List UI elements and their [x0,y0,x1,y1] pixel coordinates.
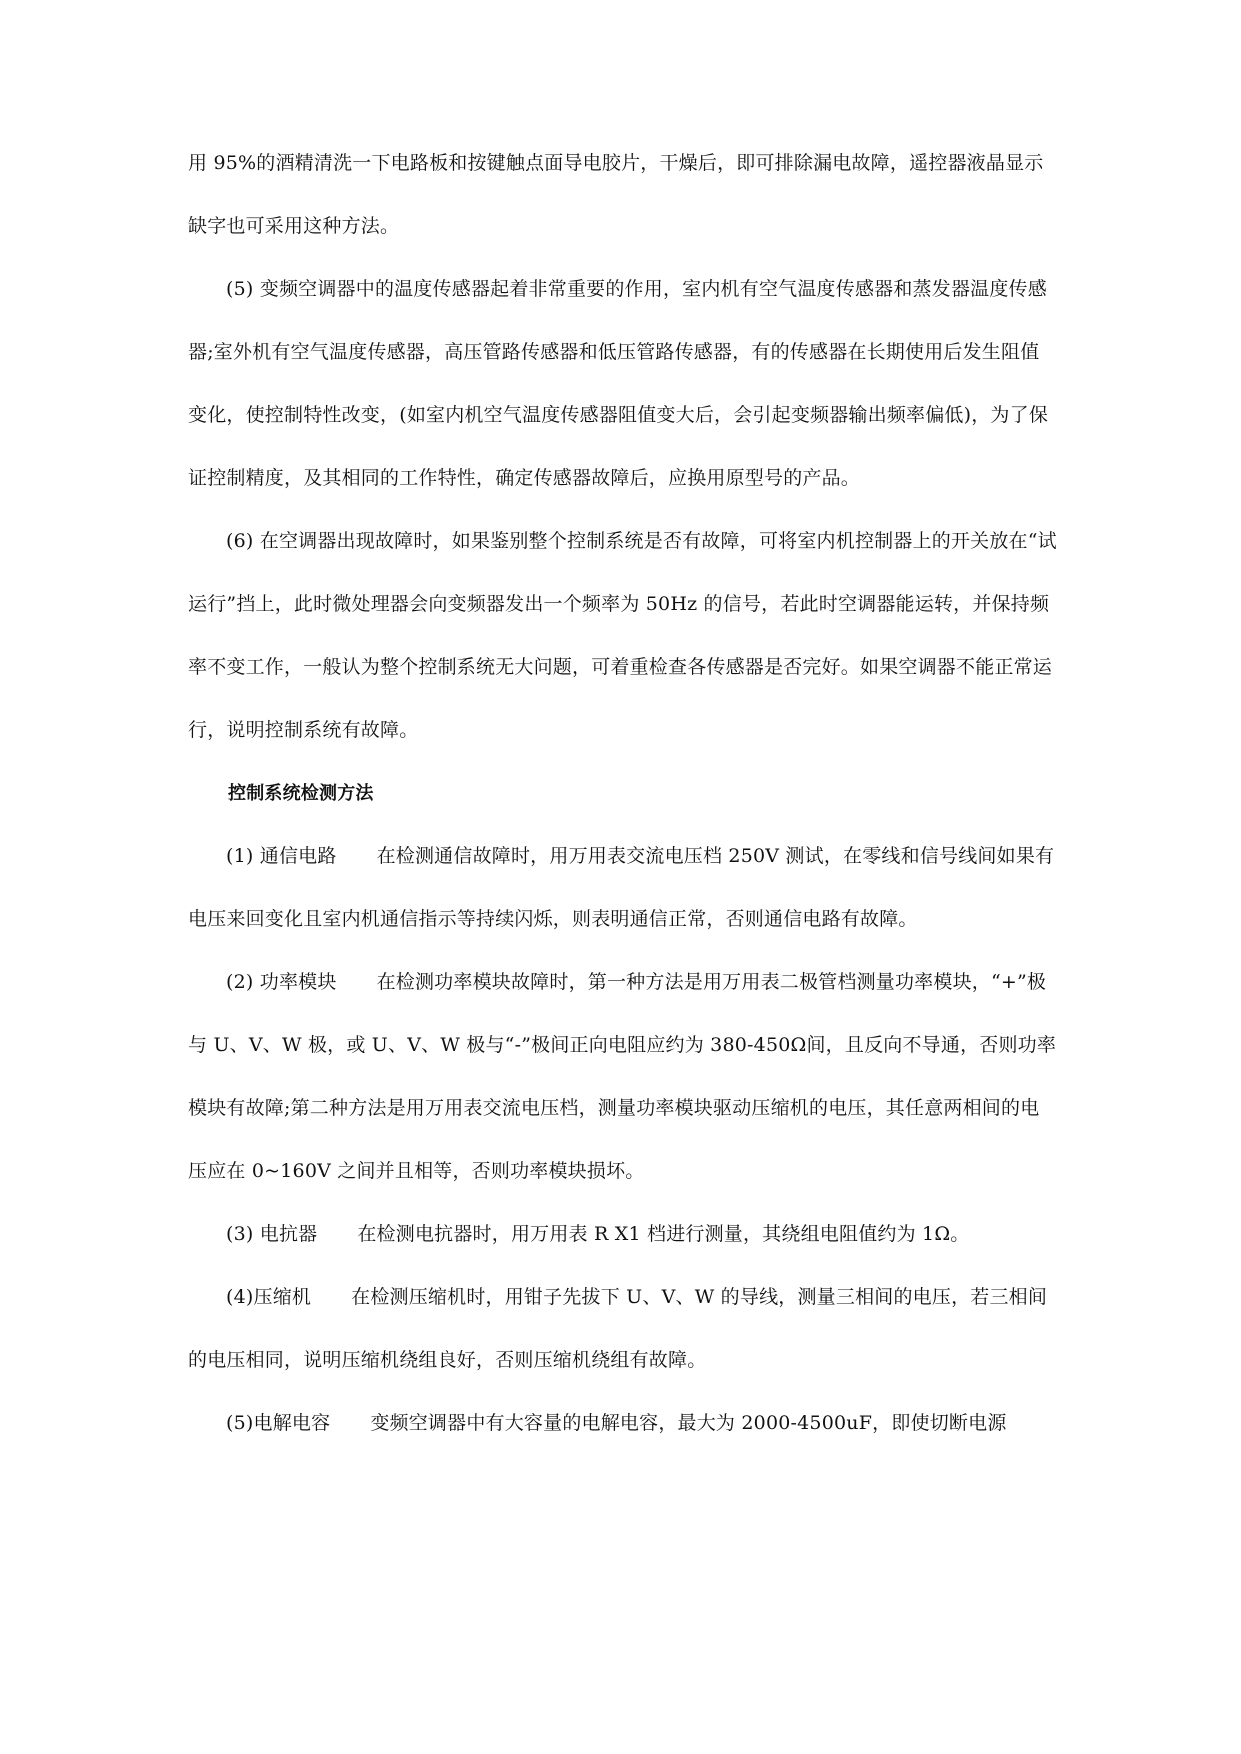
item-text: 在检测通信故障时，用万用表交流电压档 250V 测试，在零线和信号线间如果有电压来回变化且室内机通信指示等持续闪烁，则表明通信正常，否则通信电路有故障。 [188,845,1055,930]
item-label: (1) 通信电路 [226,845,337,867]
paragraph-continuation: 用 95%的酒精清洗一下电路板和按键触点面导电胶片，干燥后，即可排除漏电故障，遥控器液晶显示缺字也可采用这种方法。 [188,152,1044,237]
section-heading: 控制系统检测方法 [228,783,374,804]
item-label: (4)压缩机 [226,1286,312,1308]
item-text: 在检测功率模块故障时，第一种方法是用万用表二极管档测量功率模块，“+”极与 U、V、W 极，或 U、V、W 极与“-”极间正向电阻应约为 380-450Ω间，且反向不导通，否则功率模块有故障;第二种方法是用万用表交流电压档，测量功率模块驱动压缩机的电压，其任意两相间的电压应在 0~160V 之间并且相等，否则功率模块损坏。 [188,971,1057,1182]
item-electrolytic-capacitor [188,1392,1058,1455]
item-label: (2) 功率模块 [226,971,337,993]
paragraph-temperature-sensors: (5) 变频空调器中的温度传感器起着非常重要的作用，室内机有空气温度传感器和蒸发器温度传感器;室外机有空气温度传感器，高压管路传感器和低压管路传感器，有的传感器在长期使用后发生阻值变化，使控制特性改变，(如室内机空气温度传感器阻值变大后，会引起变频器输出频率偏低)，为了保证控制精度，及其相同的工作特性，确定传感器故障后，应换用原型号的产品。 [188,278,1049,489]
item-label: (3) 电抗器 [226,1223,318,1245]
item-power-module [188,951,1058,1203]
item-communication-circuit [188,825,1058,951]
item-text: 在检测电抗器时，用万用表 R X1 档进行测量，其绕组电阻值约为 1Ω。 [357,1223,970,1245]
body-text [188,132,1058,1455]
paragraph-test-run: (6) 在空调器出现故障时，如果鉴别整个控制系统是否有故障，可将室内机控制器上的开关放在“试运行”挡上，此时微处理器会向变频器发出一个频率为 50Hz 的信号，若此时空调器能运转，并保持频率不变工作，一般认为整个控制系统无大问题，可着重检查各传感器是否完好。如果空调器不能正常运行，说明控制系统有故障。 [188,530,1057,741]
item-text: 变频空调器中有大容量的电解电容，最大为 2000-4500uF，即使切断电源 [370,1412,1007,1434]
item-reactor [188,1203,1058,1266]
item-text: 在检测压缩机时，用钳子先拔下 U、V、W 的导线，测量三相间的电压，若三相间的电压相同，说明压缩机绕组良好，否则压缩机绕组有故障。 [188,1286,1048,1371]
item-compressor [188,1266,1058,1392]
item-label: (5)电解电容 [226,1412,331,1434]
